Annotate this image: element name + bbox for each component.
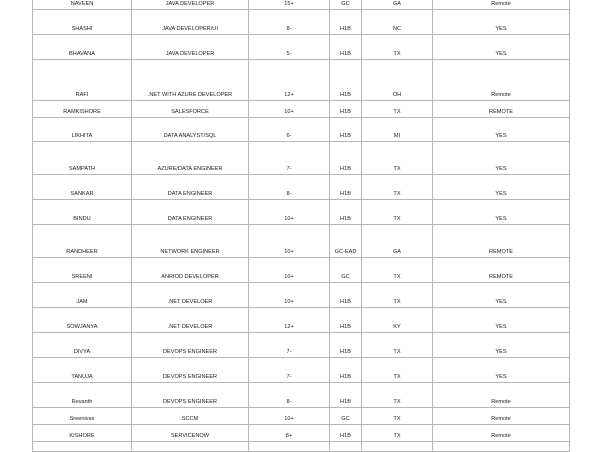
cell-name: SHASHI: [33, 9, 132, 34]
cell-relocation: Remote: [433, 382, 570, 407]
cell-visa: H1B: [330, 9, 362, 34]
cell-role: AZURE/DATA ENGINEER: [132, 141, 249, 174]
cell-role: DEVOPS ENGINEER: [132, 357, 249, 382]
cell-relocation: REMOTE: [433, 257, 570, 282]
cell-visa: H1B: [330, 117, 362, 141]
cell-exp: 10+: [249, 199, 330, 224]
cell-loc: OH: [362, 59, 433, 100]
cell-role: DATA ENGINEER: [132, 174, 249, 199]
table-row: [33, 0, 570, 9]
table-row: [33, 332, 570, 357]
cell-role: DATA ENGINEER: [132, 199, 249, 224]
cell-relocation: REMOTE: [433, 224, 570, 257]
cell-exp: 7-: [249, 332, 330, 357]
cell-relocation: YES: [433, 141, 570, 174]
cell-visa: H1B: [330, 174, 362, 199]
cell-name: SREENI: [33, 257, 132, 282]
cell-role: .NET DEVELOER: [132, 307, 249, 332]
cell-visa: H1B: [330, 100, 362, 117]
cell-name: RAFI: [33, 59, 132, 100]
cell-loc: TX: [362, 407, 433, 424]
cell-role: .NET WITH AZURE DEVELOPER: [132, 59, 249, 100]
cell-name: TANUJA: [33, 357, 132, 382]
cell-visa: H1B: [330, 382, 362, 407]
cell-name: BINDU: [33, 199, 132, 224]
table-row: [33, 424, 570, 441]
cell-loc: TX: [362, 357, 433, 382]
cell-relocation: YES: [433, 307, 570, 332]
cell-exp: 7-: [249, 357, 330, 382]
cell-loc: TX: [362, 174, 433, 199]
cell-exp: 12+: [249, 307, 330, 332]
cell-name: RAMKISHORE: [33, 100, 132, 117]
cell-name: JAM: [33, 282, 132, 307]
cell-visa: H1B: [330, 357, 362, 382]
cell-loc: TX: [362, 34, 433, 59]
cell-visa: H1B: [330, 34, 362, 59]
cell-relocation: REMOTE: [433, 100, 570, 117]
cell-exp: 8+: [249, 424, 330, 441]
table-row: [33, 224, 570, 257]
cell-relocation: Remote: [433, 59, 570, 100]
cell-exp: 10+: [249, 257, 330, 282]
cell-name: Revanth: [33, 382, 132, 407]
cell-exp: 10+: [249, 100, 330, 117]
cell-name: SANKAR: [33, 174, 132, 199]
cell-exp: 8-: [249, 174, 330, 199]
cell-name: BHAVANA: [33, 34, 132, 59]
cell-exp: 12+: [249, 59, 330, 100]
cell-exp: 10+: [249, 282, 330, 307]
cell-loc: TX: [362, 257, 433, 282]
cell-visa: H1B: [330, 59, 362, 100]
cell-loc: TX: [362, 282, 433, 307]
cell-role: JAVA DEVELOPER: [132, 0, 249, 9]
table-row: [33, 100, 570, 117]
table-row: [33, 34, 570, 59]
cell-relocation: YES: [433, 357, 570, 382]
cell-relocation: YES: [433, 117, 570, 141]
cell-exp: 7-: [249, 141, 330, 174]
cell-loc: TX: [362, 332, 433, 357]
cell-visa: GC: [330, 257, 362, 282]
cell-relocation: Remote: [433, 407, 570, 424]
cell-relocation: YES: [433, 174, 570, 199]
cell-exp: 15+: [249, 0, 330, 9]
cell-role: JAVA DEVELOPER: [132, 34, 249, 59]
table-row: [33, 307, 570, 332]
candidate-rows: [33, 0, 570, 451]
table-row: [33, 9, 570, 34]
table-row: [33, 117, 570, 141]
cell-visa: H1B: [330, 332, 362, 357]
cell-role: JAVA DEVELOPER/UI: [132, 9, 249, 34]
cell-visa: H1B: [330, 307, 362, 332]
cell-role: NETWORK ENGINEER: [132, 224, 249, 257]
cell-exp: 5-: [249, 34, 330, 59]
cell-relocation: YES: [433, 282, 570, 307]
cell-exp: 6-: [249, 117, 330, 141]
cell-relocation: Remote: [433, 0, 570, 9]
cell-visa: H1B: [330, 424, 362, 441]
cell-name: DIVYA: [33, 332, 132, 357]
cell-loc: TX: [362, 100, 433, 117]
cell-exp: 10+: [249, 407, 330, 424]
cell-exp: 10+: [249, 224, 330, 257]
cell-role: DEVOPS ENGINEER: [132, 332, 249, 357]
cell-loc: GA: [362, 0, 433, 9]
table-row: [33, 174, 570, 199]
cell-role: SERVICENOW: [132, 424, 249, 441]
cell-role: ANRIOD DEVELOPER: [132, 257, 249, 282]
cell-loc: TX: [362, 424, 433, 441]
cell-exp: 8-: [249, 9, 330, 34]
table-row: [33, 407, 570, 424]
cell-loc: MI: [362, 117, 433, 141]
table-row: [33, 199, 570, 224]
cell-visa: GC: [330, 407, 362, 424]
table-row: [33, 257, 570, 282]
cell-visa: H1B: [330, 199, 362, 224]
cell-visa: GC: [330, 0, 362, 9]
cell-relocation: YES: [433, 34, 570, 59]
cell-name: KISHORE: [33, 424, 132, 441]
cell-loc: TX: [362, 382, 433, 407]
cell-visa: H1B: [330, 141, 362, 174]
cell-name: SOWJANYA: [33, 307, 132, 332]
candidate-table: [32, 0, 570, 452]
cell-loc: GA: [362, 224, 433, 257]
cell-loc: TX: [362, 141, 433, 174]
cell-role: SALESFORCE: [132, 100, 249, 117]
table-row: [33, 282, 570, 307]
cell-relocation: YES: [433, 9, 570, 34]
cell-role: .NET DEVELOER: [132, 282, 249, 307]
cell-name: NAVEEN: [33, 0, 132, 9]
table-row: [33, 141, 570, 174]
cell-relocation: Remote: [433, 424, 570, 441]
cell-loc: KY: [362, 307, 433, 332]
cell-visa: H1B: [330, 282, 362, 307]
cell-name: RANDHEER: [33, 224, 132, 257]
cell-loc: TX: [362, 199, 433, 224]
cell-name: SAMPATH: [33, 141, 132, 174]
cell-visa: GC-EAD: [330, 224, 362, 257]
table-row: [33, 382, 570, 407]
table-row: [33, 59, 570, 100]
cell-name: LIKHITA: [33, 117, 132, 141]
cell-relocation: YES: [433, 199, 570, 224]
cell-name: Sreenivas: [33, 407, 132, 424]
cell-loc: NC: [362, 9, 433, 34]
cell-role: SCCM: [132, 407, 249, 424]
cell-role: DATA ANALYST/SQL: [132, 117, 249, 141]
cell-relocation: YES: [433, 332, 570, 357]
cell-role: DEVOPS ENGINEER: [132, 382, 249, 407]
table-row: [33, 357, 570, 382]
cell-exp: 8-: [249, 382, 330, 407]
